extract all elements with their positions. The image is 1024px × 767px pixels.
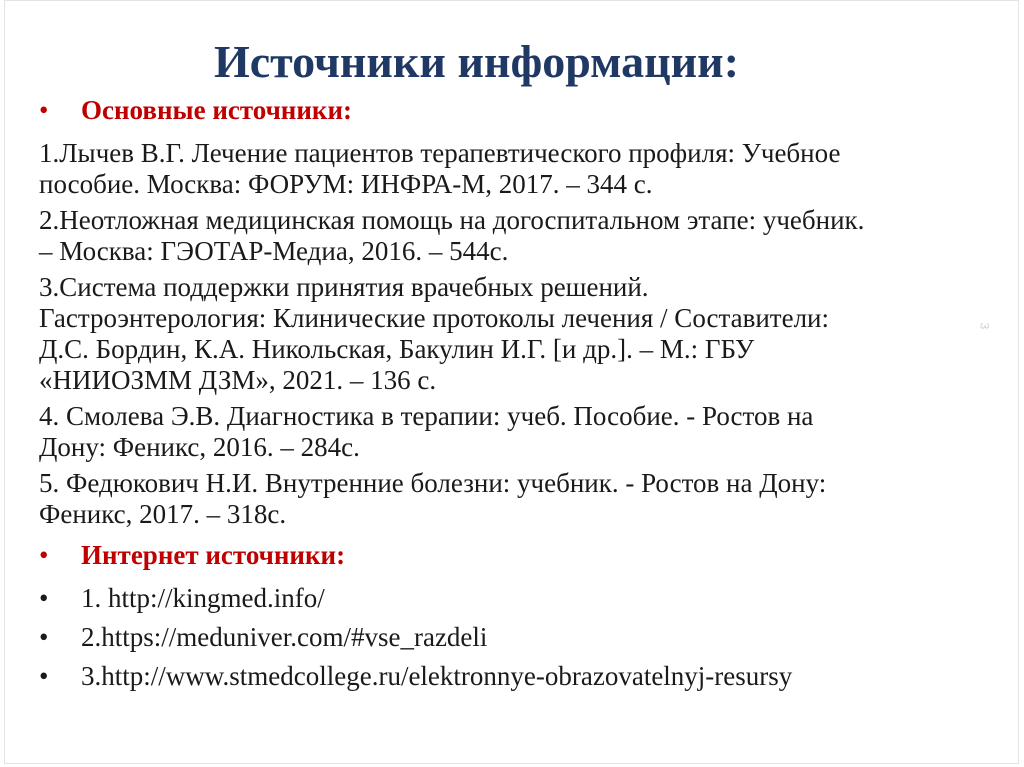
reference-line: 4. Смолева Э.В. Диагностика в терапии: учеб. Пособие. - Ростов на [39, 401, 814, 431]
internet-sources-heading [39, 540, 989, 571]
reference-item [39, 468, 989, 530]
link-text[interactable]: 1. http://kingmed.info/ [81, 583, 325, 613]
reference-line: 3.Система поддержки принятия врачебных решений. [39, 272, 649, 302]
reference-item [39, 138, 989, 200]
reference-line: Д.С. Бордин, К.А. Никольская, Бакулин И.Г. [и др.]. – М.: ГБУ [39, 334, 755, 364]
reference-line: пособие. Москва: ФОРУМ: ИНФРА-М, 2017. – 344 с. [39, 169, 653, 199]
main-sources-heading [39, 95, 989, 126]
bullet-icon: • [39, 95, 49, 125]
main-sources-label: Основные источники: [81, 95, 353, 125]
link-item[interactable] [39, 622, 989, 653]
reference-item [39, 272, 989, 396]
slide [4, 0, 1019, 764]
reference-line: 1.Лычев В.Г. Лечение пациентов терапевтического профиля: Учебное [39, 138, 841, 168]
reference-line: Феникс, 2017. – 318с. [39, 499, 287, 529]
page-number: 3 [977, 322, 992, 330]
reference-line: – Москва: ГЭОТАР-Медиа, 2016. – 544с. [39, 236, 509, 266]
link-text[interactable]: 3.http://www.stmedcollege.ru/elektronnye-obrazovatelnyj-resursy [81, 661, 793, 691]
link-item[interactable] [39, 583, 989, 614]
bullet-icon: • [39, 540, 49, 570]
reference-item [39, 205, 989, 267]
slide-content [39, 95, 989, 700]
reference-line: 5. Федюкович Н.И. Внутренние болезни: учебник. - Ростов на Дону: [39, 468, 827, 498]
slide-title: Источники информации: [213, 36, 740, 87]
internet-sources-label: Интернет источники: [81, 540, 346, 570]
bullet-icon: • [39, 583, 49, 613]
link-text[interactable]: 2.https://meduniver.com/#vse_razdeli [81, 622, 488, 652]
reference-item [39, 401, 989, 463]
reference-line: Дону: Феникс, 2016. – 284с. [39, 432, 360, 462]
reference-line: 2.Неотложная медицинская помощь на догоспитальном этапе: учебник. [39, 205, 865, 235]
bullet-icon: • [39, 661, 49, 691]
link-item[interactable] [39, 661, 989, 692]
reference-line: Гастроэнтерология: Клинические протоколы лечения / Составители: [39, 303, 829, 333]
bullet-icon: • [39, 622, 49, 652]
reference-line: «НИИОЗММ ДЗМ», 2021. – 136 с. [39, 365, 437, 395]
